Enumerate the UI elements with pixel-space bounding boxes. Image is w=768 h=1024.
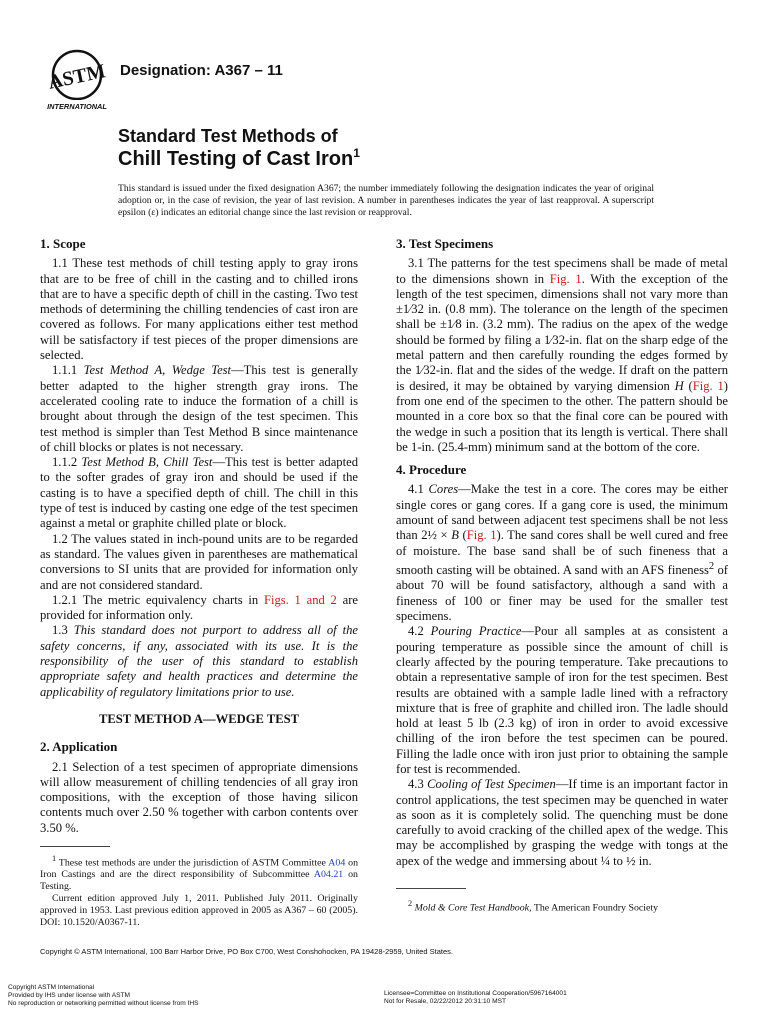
footnote-1-edition: Current edition approved July 1, 2011. Published July 2011. Originally approved in 1953. Last previous edition approved in 2005 as A367 – 60 (2005). DOI: 10.1520/A0367-11. [40, 893, 358, 928]
section-2-heading: 2. Application [40, 739, 118, 755]
subcommittee-a0421-link[interactable]: A04.21 [313, 869, 344, 881]
para-1-1: 1.1 These test methods of chill testing apply to gray irons that are to be free of chill in the casting and to chilled irons that are to have a specific depth of chill in the casting. Two test methods of determining the chilling tendencies of cast iron are covered as follows. For many applications either test method will be satisfactory if test pieces of the proper dimensions are selected. [40, 256, 358, 363]
section-1-heading: 1. Scope [40, 236, 86, 251]
para-1-2: 1.2 The values stated in inch-pound units are to be regarded as standard. The values given in parentheses are mathematical conversions to SI units that are provided for information only and are not considered standard. [40, 531, 358, 592]
para-4-3: 4.3 Cooling of Test Specimen—If time is an important factor in control applications, the test specimen may be quenched in water as soon as it is completely solid. The quenching must be done carefully to avoid cracking of the chilled apex of the wedge. This may be accomplished by grasping the wedge with tongs at the apex of the wedge and immersing about ¼ to ½ in. [396, 777, 728, 868]
designation: Designation: A367 – 11 [120, 62, 283, 79]
committee-a04-link[interactable]: A04 [328, 857, 346, 869]
method-a-heading: TEST METHOD A—WEDGE TEST [98, 711, 300, 726]
fig-1-link[interactable]: Fig. 1 [466, 528, 497, 543]
para-1-1-2: 1.1.2 Test Method B, Chill Test—This test is better adapted to the softer grades of gray iron and should be used if the casting is to have a specified depth of chill. The chill in this type of test is induced by casting one edge of the test specimen against a metal or graphite chilled plate or block. [40, 455, 358, 531]
figs-link[interactable]: Figs. 1 and 2 [263, 592, 337, 607]
footnote-2-ref[interactable]: 2 [708, 560, 715, 572]
para-4-1: 4.1 Cores—Make the test in a core. The cores may be either single cores or gang cores. If a gang core is used, the minimum amount of sand between adjacent test specimens shall be not less than 2½ × B (Fig. 1). The sand cores shall be well cured and free of moisture. The base sand shall be of such fineness that a smooth casting will be obtained. A sand with an AFS fineness$^2$ of about 70 will be found satisfactory, although a sand with a fineness of 100 or finer may be used for the smaller test specimens. [396, 482, 729, 624]
section-4-heading: 4. Procedure [396, 462, 467, 478]
para-1-2-1: 1.2.1 The metric equivalency charts in Figs. 1 and 2 are provided for information only. [40, 592, 358, 623]
para-1-1-1: 1.1.1 Test Method A, Wedge Test—This test is generally better adapted to the higher strength gray irons. The accelerated cooling rate to induce the formation of a chill is brought about through the design of the test specimen. This test method is simpler than Test Method B since maintenance of chill blocks or plates is not necessary. [40, 363, 358, 454]
footnote-1: $^1$ These test methods are under the jurisdiction of ASTM Committee A04 on Iron Castings and are the direct responsibility of Subcommittee A04.21 on Testing. Current edition approved July 1, 2011. Published July 2011. Originally approved in 1953. Last previous edition approved in 2005 as A367 – 60 (2005). DOI: 10.1520/A0367-11. [40, 846, 358, 929]
para-4-2: 4.2 Pouring Practice—Pour all samples at as consistent a pouring temperature as possible since the amount of chill is clearly affected by the pouring temperature. Take precautions to obtain a representative sample of iron for the test specimen. Best results are obtained with a sample ladle lined with a refractory mixture that is free of graphite and chilled iron. The ladle should hold at least 5 lb (2.3 kg) of iron in order to avoid excessive chilling of the iron before the test specimen can be poured. Filling the ladle once with iron just prior to obtaining the sample for test is recommended. [396, 624, 728, 776]
svg-text:INTERNATIONAL: INTERNATIONAL [47, 102, 107, 111]
title-line-1: Standard Test Methods of [118, 126, 338, 146]
svg-text:ASTM: ASTM [46, 60, 108, 94]
right-column [396, 236, 728, 869]
para-1-3: 1.3 This standard does not purport to address all of the safety concerns, if any, associated with its use. It is the responsibility of the user of this standard to establish appropriate safety and health practices and determine the applicability of regulatory limitations prior to use. [40, 623, 358, 699]
left-column [40, 236, 358, 836]
footer-left: Copyright ASTM International Provided by IHS under license with ASTM No reproduction or networking permitted without license from IHS [8, 984, 199, 1007]
fig-1-link[interactable]: Fig. 1 [692, 378, 724, 393]
para-2-1: 2.1 Selection of a test specimen of appropriate dimensions will allow measurement of chilling tendencies of all gray iron compositions, with the exception of those having silicon contents much over 2.50 % together with carbon contents over 3.50 %. [40, 759, 358, 835]
title-line-2: Chill Testing of Cast Iron$^1$ [118, 146, 360, 170]
section-3-heading: 3. Test Specimens [396, 236, 494, 251]
footer-right: Licensee=Committee on Institutional Cooperation/5967164001 Not for Resale, 02/22/2012 20:31:10 MST [384, 990, 567, 1005]
fig-1-link[interactable]: Fig. 1 [549, 271, 582, 286]
footnote-2: $^2$ Mold & Core Test Handbook, The American Foundry Society [396, 888, 728, 914]
astm-logo [40, 48, 114, 114]
copyright-line: Copyright © ASTM International, 100 Barr Harbor Drive, PO Box C700, West Conshohocken, PA 19428-2959, United States. [40, 947, 453, 956]
para-3-1: 3.1 The patterns for the test specimens shall be made of metal to the dimensions shown in Fig. 1. With the exception of the length of the test specimen, dimensions shall not vary more than ±1⁄32 in. (0.8 mm). The tolerance on the length of the specimen shall be ±1⁄8 in. (3.2 mm). The radius on the apex of the wedge should be formed by filing a 1⁄32-in. flat on the sharp edge of the metal pattern and then carefully rounding the edges formed by the 1⁄32-in. flat and the sides of the wedge. If draft on the pattern is desired, it may be obtained by varying dimension H (Fig. 1) from one end of the specimen to the other. The pattern should be mounted in a core box so that the final core can be poured with the wedge in such a position that its length is vertical. There shall be 1-in. (25.4-mm) minimum sand at the bottom of the core. [396, 256, 728, 454]
standard-notice: This standard is issued under the fixed designation A367; the number immediately following the designation indicates the year of original adoption or, in the case of revision, the year of last revision. A number in parentheses indicates the year of last reapproval. A superscript epsilon (ε) indicates an editorial change since the last revision or reapproval. [118, 183, 654, 219]
title-footnote-ref[interactable]: 1 [353, 146, 360, 160]
